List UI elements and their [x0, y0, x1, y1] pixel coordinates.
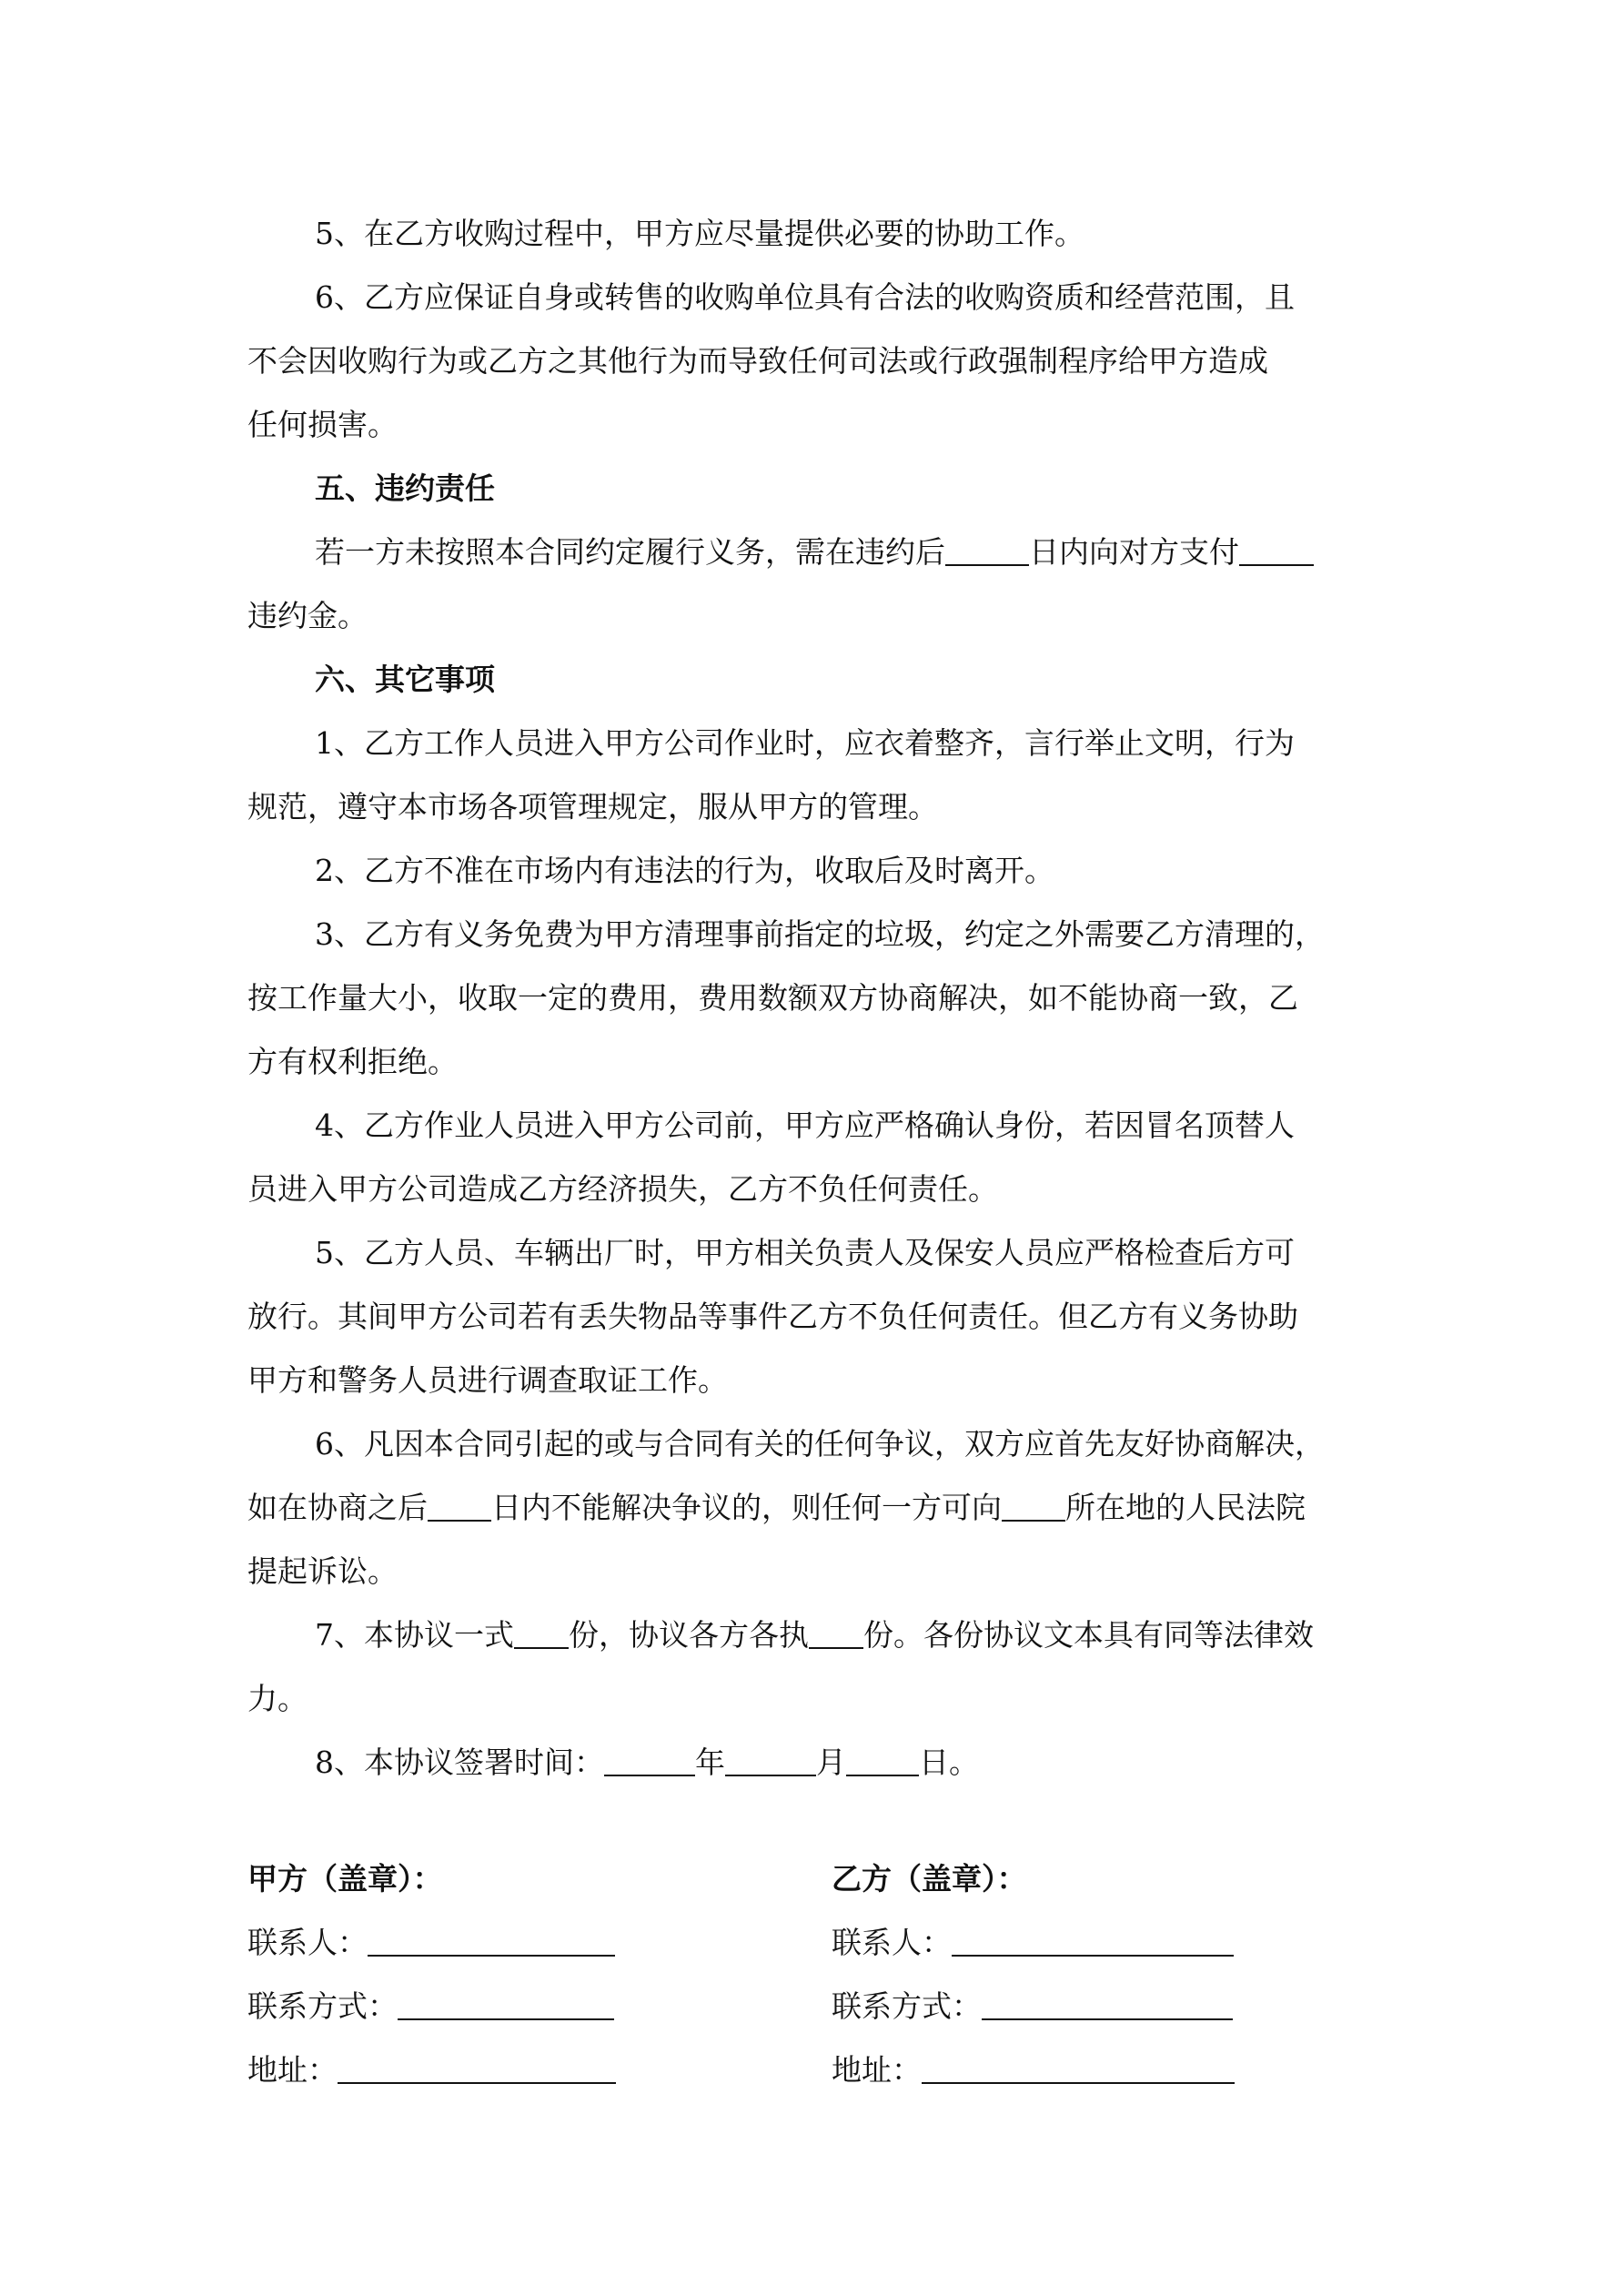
- party-a-signature: [247, 1847, 757, 2102]
- other-3-line-2: 按工作量大小，收取一定的费用，费用数额双方协商解决，如不能协商一致，乙: [247, 980, 1298, 1016]
- other-1-line-2: 规范，遵守本市场各项管理规定，服从甲方的管理。: [247, 789, 938, 824]
- other-7-line-2: 力。: [247, 1681, 308, 1716]
- other-5-line-2: 放行。其间甲方公司若有丢失物品等事件乙方不负任何责任。但乙方有义务协助: [247, 1299, 1298, 1334]
- clause-4-5: 5、在乙方收购过程中，甲方应尽量提供必要的协助工作。: [315, 216, 1084, 251]
- other-3-line-1: 3、乙方有义务免费为甲方清理事前指定的垃圾，约定之外需要乙方清理的，: [315, 916, 1325, 952]
- blank-year: [604, 1747, 695, 1776]
- clause-4-6-line-1: 6、乙方应保证自身或转售的收购单位具有合法的收购资质和经营范围，且: [315, 279, 1295, 315]
- blank-copies-total: [514, 1620, 569, 1649]
- other-2: 2、乙方不准在市场内有违法的行为，收取后及时离开。: [315, 853, 1054, 888]
- blank-days: [945, 537, 1029, 566]
- party-b-phone-blank: [982, 1991, 1233, 2020]
- blank-court-location: [1002, 1492, 1065, 1522]
- party-b-contact: 联系人：: [832, 1911, 1341, 1975]
- signature-block: [247, 1847, 1385, 2120]
- party-b-title: 乙方（盖章）：: [832, 1861, 1027, 1896]
- contract-body: [247, 202, 1385, 1795]
- other-7-line-1: 7、本协议一式 份，协议各方各执 份。各份协议文本具有同等法律效: [315, 1617, 1314, 1653]
- blank-copies-each: [809, 1620, 863, 1649]
- blank-month: [725, 1747, 816, 1776]
- party-a-phone: 联系方式：: [247, 1975, 757, 2038]
- party-b-signature: [832, 1847, 1341, 2102]
- other-4-line-2: 员进入甲方公司造成乙方经济损失，乙方不负任何责任。: [247, 1171, 998, 1207]
- other-4-line-1: 4、乙方作业人员进入甲方公司前，甲方应严格确认身份，若因冒名顶替人: [315, 1108, 1295, 1143]
- other-6-line-2: 如在协商之后 日内不能解决争议的，则任何一方可向 所在地的人民法院: [247, 1490, 1306, 1525]
- other-8: 8、本协议签署时间： 年 月 日。: [315, 1745, 979, 1780]
- blank-day: [846, 1747, 919, 1776]
- blank-penalty: [1239, 537, 1314, 566]
- liability-line-1: 若一方未按照本合同约定履行义务，需在违约后 日内向对方支付: [247, 521, 1385, 584]
- party-a-title: 甲方（盖章）：: [247, 1861, 443, 1896]
- other-5-line-3: 甲方和警务人员进行调查取证工作。: [247, 1362, 728, 1398]
- liability-line-2: 违约金。: [247, 598, 368, 633]
- other-1-line-1: 1、乙方工作人员进入甲方公司作业时，应衣着整齐，言行举止文明，行为: [315, 725, 1295, 761]
- section-heading-liability: 五、违约责任: [315, 470, 495, 506]
- other-6-line-3: 提起诉讼。: [247, 1553, 398, 1589]
- party-a-contact: 联系人：: [247, 1911, 757, 1975]
- other-3-line-3: 方有权利拒绝。: [247, 1044, 458, 1079]
- blank-negotiation-days: [428, 1492, 491, 1522]
- party-a-contact-blank: [368, 1927, 615, 1957]
- party-a-address-blank: [338, 2055, 616, 2084]
- party-b-address-blank: [922, 2055, 1235, 2084]
- party-b-contact-blank: [952, 1927, 1234, 1957]
- party-b-phone: 联系方式：: [832, 1975, 1341, 2038]
- other-5-line-1: 5、乙方人员、车辆出厂时，甲方相关负责人及保安人员应严格检查后方可: [315, 1235, 1295, 1270]
- other-6-line-1: 6、凡因本合同引起的或与合同有关的任何争议，双方应首先友好协商解决，: [315, 1426, 1325, 1462]
- clause-4-6-line-2: 不会因收购行为或乙方之其他行为而导致任何司法或行政强制程序给甲方造成: [247, 343, 1268, 379]
- section-heading-other: 六、其它事项: [315, 662, 495, 697]
- party-a-address: 地址：: [247, 2038, 757, 2102]
- party-a-phone-blank: [398, 1991, 614, 2020]
- party-b-address: 地址：: [832, 2038, 1341, 2102]
- clause-4-6-line-3: 任何损害。: [247, 407, 398, 442]
